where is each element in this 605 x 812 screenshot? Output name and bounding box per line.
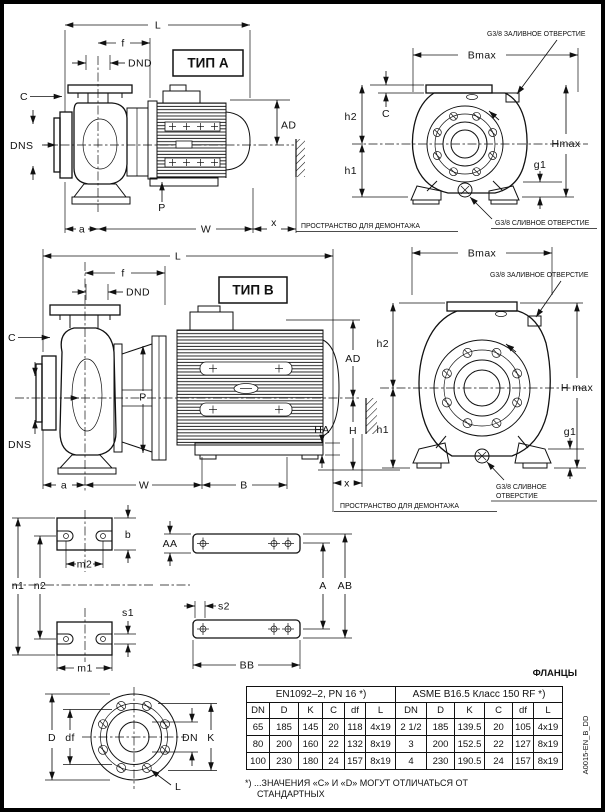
- dim-label-DND: DND: [128, 57, 152, 70]
- table-cell: 24: [485, 753, 513, 770]
- drain-port-note: G3/8 СЛИВНОЕ: [496, 484, 547, 491]
- dim-label-x: x: [271, 217, 277, 229]
- col-header: K: [455, 703, 485, 719]
- col-header: L: [366, 703, 396, 719]
- dim-label-h2: h2: [344, 111, 357, 123]
- col-header: D: [427, 703, 455, 719]
- dim-label-df: df: [65, 732, 75, 744]
- table-cell: 190.5: [455, 753, 485, 770]
- table-cell: 4: [396, 753, 427, 770]
- table-cell: 180: [299, 753, 323, 770]
- type-b-rear-view: [377, 247, 597, 501]
- dim-label-DN: DN: [182, 732, 198, 744]
- dim-label-DNS: DNS: [8, 439, 32, 451]
- dim-label-P: P: [139, 391, 147, 404]
- table-cell: 105: [513, 719, 534, 736]
- dim-label-g1: g1: [533, 159, 547, 171]
- dim-label-C: C: [8, 332, 16, 344]
- table-cell: 4x19: [366, 719, 396, 736]
- table-cell: 20: [485, 719, 513, 736]
- dim-label-g1: g1: [563, 426, 577, 438]
- dim-label-C: C: [20, 91, 28, 103]
- dim-label-AB: AB: [337, 580, 353, 592]
- document-code: A0015-EN_B_DD: [581, 715, 590, 775]
- drain-port-note-2: ОТВЕРСТИЕ: [496, 493, 538, 500]
- footnote-line-2: СТАНДАРТНЫХ: [257, 789, 325, 799]
- footnote-line-1: *) ...ЗНАЧЕНИЯ «С» И «D» МОГУТ ОТЛИЧАТЬСЯ ОТ: [245, 778, 468, 788]
- table-cell: 8x19: [366, 736, 396, 753]
- type-b-title: ТИП B: [232, 282, 274, 298]
- dim-label-f: f: [121, 267, 125, 280]
- table-cell: 152.5: [455, 736, 485, 753]
- table-cell: 230: [427, 753, 455, 770]
- col-header: C: [323, 703, 345, 719]
- dim-label-H: H: [349, 425, 357, 437]
- baseplate-views: [12, 505, 353, 675]
- type-b-side-view: [8, 249, 497, 512]
- flange-table-title: ФЛАНЦЫ: [532, 668, 577, 679]
- dim-label-D: D: [48, 732, 56, 744]
- table-cell: 157: [513, 753, 534, 770]
- table-row: [247, 753, 563, 770]
- table-cell: 8x19: [534, 753, 563, 770]
- table-footnote: [245, 778, 468, 800]
- dim-label-x: x: [344, 477, 350, 490]
- table-row: [247, 736, 563, 753]
- dim-label-n1: n1: [11, 580, 25, 592]
- dim-label-B: B: [240, 479, 248, 492]
- dim-label-m2: m2: [76, 558, 93, 571]
- dim-label-P: P: [158, 202, 166, 214]
- dim-label-n2: n2: [33, 580, 47, 592]
- col-header: DN: [247, 703, 270, 719]
- table-cell: 157: [345, 753, 366, 770]
- type-a-title: ТИП A: [187, 55, 229, 71]
- dim-label-AD: AD: [345, 353, 361, 365]
- dim-label-b: b: [124, 529, 132, 541]
- table-cell: 185: [270, 719, 299, 736]
- table-cell: 127: [513, 736, 534, 753]
- table-cell: 8x19: [534, 736, 563, 753]
- table-cell: 22: [485, 736, 513, 753]
- service-space-note: ПРОСТРАНСТВО ДЛЯ ДЕМОНТАЖА: [340, 503, 459, 510]
- dim-label-C-rear: C: [382, 108, 390, 120]
- flange-view: [45, 687, 217, 793]
- dim-label-a: a: [78, 223, 86, 236]
- table-cell: 22: [323, 736, 345, 753]
- dim-label-Hmax: Hmax: [551, 138, 581, 150]
- drain-port-note: G3/8 СЛИВНОЕ ОТВЕРСТИЕ: [495, 220, 590, 227]
- table-header-row: [247, 703, 563, 719]
- table-cell: 3: [396, 736, 427, 753]
- dim-label-Bmax: Bmax: [467, 49, 497, 62]
- type-a-rear-view: [345, 31, 597, 229]
- dim-label-Bmax: Bmax: [467, 247, 497, 260]
- col-header: df: [345, 703, 366, 719]
- dim-label-m1: m1: [77, 662, 93, 675]
- table-cell: 2 1/2: [396, 719, 427, 736]
- table-cell: 20: [323, 719, 345, 736]
- dim-label-h1: h1: [344, 165, 357, 177]
- table-cell: 145: [299, 719, 323, 736]
- dim-label-AD: AD: [281, 119, 297, 132]
- dim-label-L: L: [174, 250, 182, 263]
- fill-port-note: G3/8 ЗАЛИВНОЕ ОТВЕРСТИЕ: [490, 272, 589, 279]
- dim-label-a: a: [60, 479, 68, 492]
- dim-label-s2: s2: [218, 600, 230, 613]
- table-cell: 100: [247, 753, 270, 770]
- col-header: df: [513, 703, 534, 719]
- table-group-en: EN1092–2, PN 16 *): [247, 687, 396, 703]
- table-cell: 160: [299, 736, 323, 753]
- table-cell: 4x19: [534, 719, 563, 736]
- service-space-note: ПРОСТРАНСТВО ДЛЯ ДЕМОНТАЖА: [301, 223, 420, 230]
- col-header: DN: [396, 703, 427, 719]
- dim-label-h1: h1: [376, 424, 389, 436]
- table-cell: 185: [427, 719, 455, 736]
- col-header: D: [270, 703, 299, 719]
- dim-label-K: K: [207, 732, 215, 744]
- table-cell: 80: [247, 736, 270, 753]
- table-row: [247, 719, 563, 736]
- dim-label-L: L: [154, 19, 162, 32]
- fill-port-note: G3/8 ЗАЛИВНОЕ ОТВЕРСТИЕ: [487, 31, 586, 38]
- dim-label-BB: BB: [239, 659, 255, 672]
- dim-label-W: W: [138, 479, 150, 492]
- table-cell: 230: [270, 753, 299, 770]
- table-cell: 200: [270, 736, 299, 753]
- flange-table: [246, 686, 563, 770]
- table-cell: 132: [345, 736, 366, 753]
- table-cell: 8x19: [366, 753, 396, 770]
- table-cell: 65: [247, 719, 270, 736]
- dim-label-HA: HA: [314, 424, 330, 436]
- dim-label-DNS: DNS: [10, 140, 34, 152]
- dim-label-s1: s1: [122, 607, 134, 619]
- dim-label-h2: h2: [376, 338, 389, 350]
- col-header: C: [485, 703, 513, 719]
- dim-label-AA: AA: [162, 538, 178, 550]
- dim-label-W: W: [200, 223, 212, 236]
- table-cell: 24: [323, 753, 345, 770]
- col-header: K: [299, 703, 323, 719]
- type-a-side-view: [10, 20, 458, 236]
- dim-label-L-flange: L: [175, 781, 182, 793]
- table-group-asme: ASME B16.5 Класс 150 RF *): [396, 687, 563, 703]
- dim-label-f: f: [121, 37, 125, 50]
- col-header: L: [534, 703, 563, 719]
- table-cell: 118: [345, 719, 366, 736]
- dim-label-DND: DND: [126, 286, 150, 299]
- table-cell: 139.5: [455, 719, 485, 736]
- dim-label-Hmax: H max: [560, 382, 594, 394]
- table-cell: 200: [427, 736, 455, 753]
- dim-label-A: A: [319, 580, 327, 592]
